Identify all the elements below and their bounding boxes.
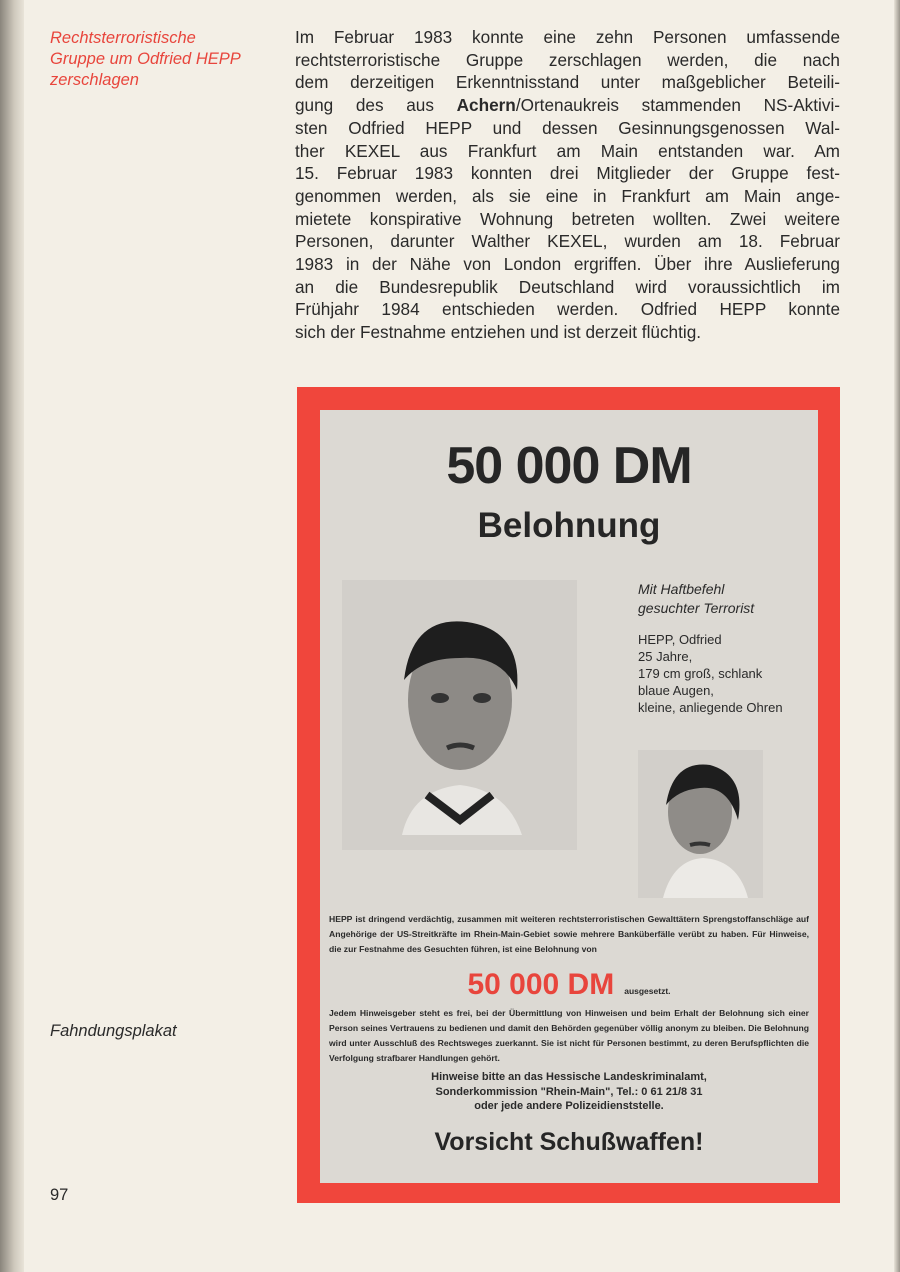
poster-contact [320,1070,818,1114]
page-number: 97 [50,1186,69,1204]
margin-heading [50,28,241,91]
text-line: Personen, darunter Walther KEXEL, wurden am 18. Februar [295,231,840,252]
text-line: Frühjahr 1984 entschieden werden. Odfried HEPP konnte [295,299,840,320]
poster-accusation: HEPP ist dringend verdächtig, zusammen mit weiteren rechtsterroristischen Gewalttätern Sprengstoffanschläge auf Angehörige der US-Streitkräfte im Rhein-Main-Gebiet sowie mehrere Banküberfälle verübt zu haben. Für Hinweise, die zur Festnahme des Gesuchten führen, ist eine Belohnung von [329,914,809,954]
book-spine-shadow [0,0,24,1272]
poster-warning: Vorsicht Schußwaffen! [434,1128,704,1156]
text-line: dem derzeitigen Erkenntnisstand unter maßgeblicher Beteili- [295,72,840,93]
text-line: genommen werden, als sie eine in Frankfurt am Main ange- [295,185,840,206]
poster-body [320,410,818,1183]
reward-inline: 50 000 DM [467,968,615,1001]
text-line: rechtsterroristische Gruppe zerschlagen werden, die nach [295,49,840,70]
text-line: ther KEXEL aus Frankfurt am Main entstanden war. Am [295,140,840,161]
place-name-bold: Achern [456,95,516,116]
suspect-photo-profile [638,750,763,898]
reward-amount: 50 000 DM [446,437,692,495]
margin-heading-line: zerschlagen [50,71,139,89]
text-line: 15. Februar 1983 konnten drei Mitglieder der Gruppe fest- [295,163,840,184]
wanted-poster [297,387,840,1203]
reward-suffix: ausgesetzt. [624,986,671,996]
text-line: sten Odfried HEPP und dessen Gesinnungsgenossen Wal- [295,117,840,138]
poster-subtitle: Mit Haftbefehl [638,581,725,597]
text-line: sich der Festnahme entziehen und ist derzeit flüchtig. [295,322,702,343]
suspect-description [638,580,783,716]
text-line: 1983 in der Nähe von London ergriffen. Über ihre Auslieferung [295,254,840,275]
text-line: Im Februar 1983 konnte eine zehn Personen umfassende [295,27,840,47]
suspect-eyes: blaue Augen, [638,683,714,698]
contact-line: Hinweise bitte an das Hessische Landeskriminalamt, [431,1071,707,1083]
contact-line: oder jede andere Polizeidienststelle. [474,1100,664,1112]
contact-line: Sonderkommission "Rhein-Main", Tel.: 0 61 21/8 31 [435,1085,703,1098]
poster-subtitle: gesuchter Terrorist [638,600,755,616]
suspect-photo-front [342,580,577,850]
suspect-height: 179 cm groß, schlank [638,666,763,681]
text-segment: /Ortenaukreis stammenden NS-Aktivi- [515,95,841,116]
margin-heading-line: Gruppe um Odfried HEPP [50,50,241,68]
suspect-name: HEPP, Odfried [638,632,722,647]
text-line: an die Bundesrepublik Deutschland wird voraussichtlich im [295,276,840,297]
reward-label: Belohnung [477,506,661,545]
suspect-age: 25 Jahre, [638,649,693,664]
reward-inline-row [320,968,818,1002]
text-line [295,94,840,117]
text-segment: gung des aus [295,95,457,116]
suspect-ears: kleine, anliegende Ohren [638,700,783,715]
figure-caption: Fahndungsplakat [50,1022,177,1040]
page-edge [894,0,900,1272]
body-paragraph [295,26,840,344]
text-line: mietete konspirative Wohnung betreten wollten. Zwei weitere [295,208,840,229]
poster-terms: Jedem Hinweisgeber steht es frei, bei der Übermittlung von Hinweisen und beim Erhalt der Belohnung sich einer Person seines Vertrauens zu bedienen und damit den Behörden gegenüber völlig anonym zu bleiben. Die Belohnung wird unter Ausschluß des Rechtsweges zuerkannt. Sie ist nicht für Personen bestimmt, zu deren Berufspflichten die Verfolgung strafbarer Handlungen gehört. [329,1008,809,1063]
margin-heading-line: Rechtsterroristische [50,29,196,47]
